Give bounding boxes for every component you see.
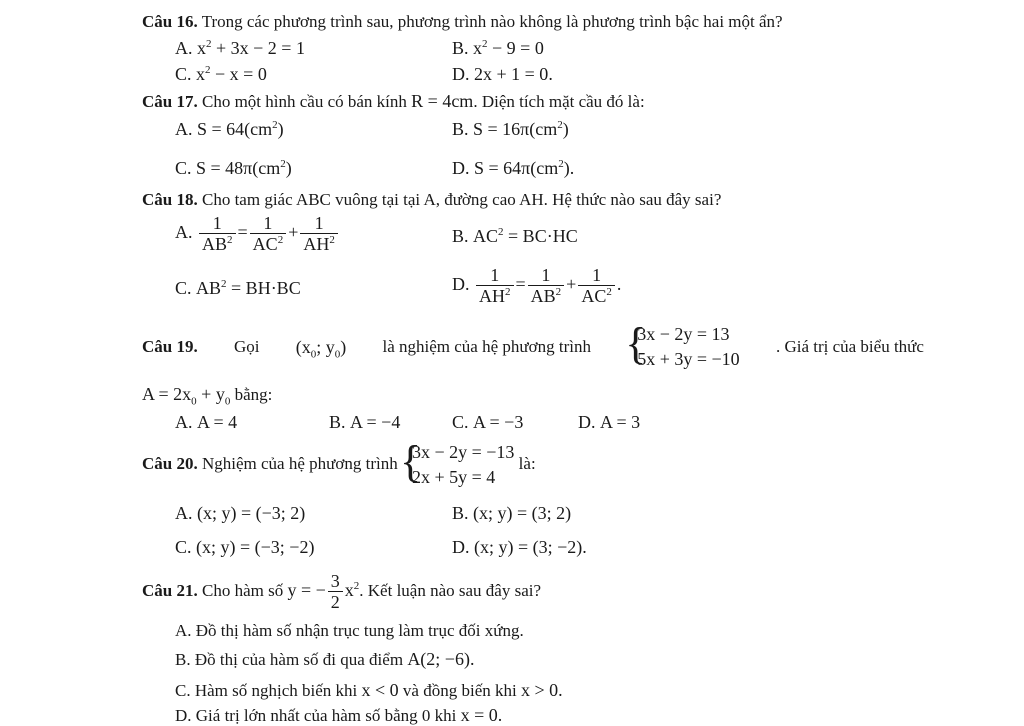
question-19-expression: $A = 2x_0 + y_0$ bằng: [142,384,273,408]
question-17-label: Câu 17. [142,92,198,111]
question-17: Câu 17. Cho một hình cầu có bán kính R = 4cm. Diện tích mặt cầu đó là: [142,91,645,111]
q18-option-d: D. $\frac{1}{AH^2}$ = $\frac{1}{AB^2}$ + $\frac{1}{AC^2}$ . [452,265,622,306]
question-16-label: Câu 16. [142,12,198,31]
q19-option-d: D. A = 3 [578,412,641,432]
q20-equation-system: { 3x − 2y = −13 2x + 5y = 4 [399,437,515,487]
question-19: Câu 19. Gọi ($x_0$; $y_0$) là nghiệm của hệ phương trình { 3x − 2y = 13 5x + 3y = −10 . Giá trị của biểu thức [142,322,924,372]
question-21-label: Câu 21. [142,581,198,601]
q21-option-b: B. Đồ thị của hàm số đi qua điểm A(2; −6). [175,649,475,669]
question-16-text: Trong các phương trình sau, phương trình nào không là phương trình bậc hai một ẩn? [201,12,783,31]
q21-option-d: D. Giá trị lớn nhất của hàm số bằng 0 khi x = 0. [175,705,503,725]
q17-option-b: B. $S = 16\pi(cm^2)$ [452,119,569,139]
q19-equation-system: { 3x − 2y = 13 5x + 3y = −10 [625,319,740,369]
q16-option-c: C. $x^2 - x = 0$ [175,64,267,84]
q20-option-a: A. (x; y) = (−3; 2) [175,503,306,523]
q20-option-b: B. (x; y) = (3; 2) [452,503,572,523]
q20-option-d: D. (x; y) = (3; −2). [452,537,587,557]
question-16 [142,12,783,32]
q18-option-c: C. $AB^2 = BH\cdot BC$ [175,278,301,298]
q16-option-b: B. $x^2 - 9 = 0$ [452,38,544,58]
q17-option-d: D. $S = 64\pi(cm^2)$. [452,158,575,178]
q17-option-a: A. $S = 64(cm^2)$ [175,119,284,139]
q16-option-a: A. $x^2 + 3x - 2 = 1$ [175,38,305,58]
q20-option-c: C. (x; y) = (−3; −2) [175,537,315,557]
question-18-label: Câu 18. [142,190,198,209]
q21-option-c: C. Hàm số nghịch biến khi x < 0 và đồng biến khi x > 0. [175,680,563,700]
question-20-label: Câu 20. [142,453,198,473]
q16-option-d: D. 2x + 1 = 0. [452,64,553,84]
q18-option-b: B. $AC^2 = BC\cdot HC$ [452,226,578,246]
question-20: Câu 20. Nghiệm của hệ phương trình { 3x − 2y = −13 2x + 5y = 4 là: [142,440,536,490]
question-21: Câu 21. Cho hàm số y = − $\frac{3}{2}$ $x^2$. Kết luận nào sau đây sai? [142,571,542,612]
q18-option-a: A. $\frac{1}{AB^2}$ = $\frac{1}{AC^2}$ + $\frac{1}{AH^2}$ [175,214,340,254]
q17-option-c: C. $S = 48\pi(cm^2)$ [175,158,292,178]
q19-option-a: A. A = 4 [175,412,238,432]
q21-option-a: A. Đồ thị hàm số nhận trục tung làm trục đối xứng. [175,621,524,640]
radius-value: R = 4cm [411,91,474,111]
q19-option-b: B. A = −4 [329,412,401,432]
q19-option-c: C. A = −3 [452,412,524,432]
question-19-label: Câu 19. [142,337,198,356]
question-18: Câu 18. Cho tam giác ABC vuông tại tại A, đường cao AH. Hệ thức nào sau đây sai? [142,190,722,209]
